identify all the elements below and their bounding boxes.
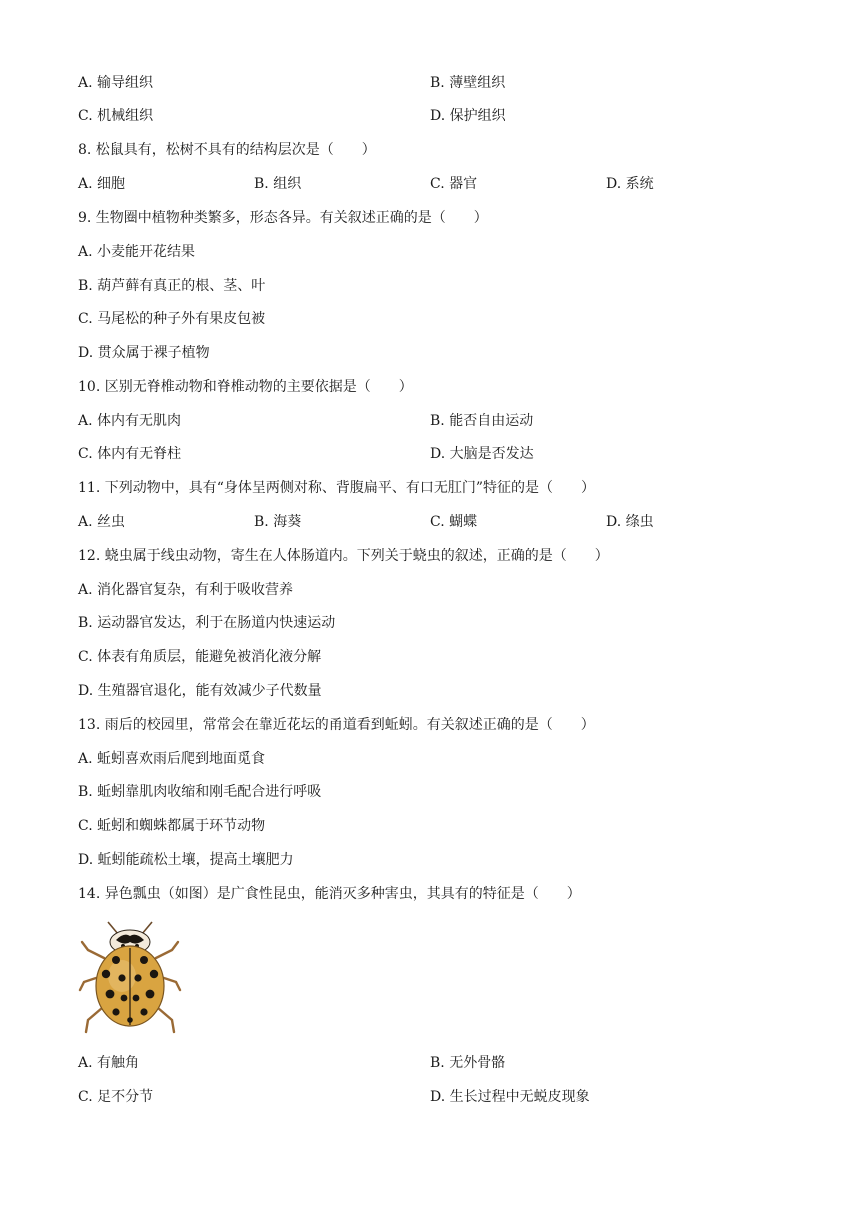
q8-option-d: D. 系统 — [606, 176, 654, 192]
q9-option-a: A. 小麦能开花结果 — [78, 244, 196, 260]
q11-stem: 11. 下列动物中，具有“身体呈两侧对称、背腹扁平、有口无肛门”特征的是（ ） — [78, 480, 596, 496]
ladybird-figure — [76, 912, 184, 1044]
q8-option-a: A. 细胞 — [78, 176, 126, 192]
q9-option-c: C. 马尾松的种子外有果皮包被 — [78, 311, 266, 327]
q9-option-b: B. 葫芦藓有真正的根、茎、叶 — [78, 278, 266, 294]
q14-option-b: B. 无外骨骼 — [430, 1055, 506, 1071]
q10-option-a: A. 体内有无肌肉 — [78, 413, 182, 429]
right-antenna — [142, 922, 152, 934]
q8-option-b: B. 组织 — [254, 176, 302, 192]
q10-stem: 10. 区别无脊椎动物和脊椎动物的主要依据是（ ） — [78, 379, 413, 395]
q8-option-c: C. 器官 — [430, 176, 478, 192]
q11-option-c: C. 蝴蝶 — [430, 514, 478, 530]
q9-stem: 9. 生物圈中植物种类繁多，形态各异。有关叙述正确的是（ ） — [78, 210, 488, 226]
q13-option-c: C. 蚯蚓和蜘蛛都属于环节动物 — [78, 818, 266, 834]
q13-option-d: D. 蚯蚓能疏松土壤，提高土壤肥力 — [78, 852, 294, 868]
q7-option-d: D. 保护组织 — [430, 108, 506, 124]
q14-option-c: C. 足不分节 — [78, 1089, 154, 1105]
q7-option-c: C. 机械组织 — [78, 108, 154, 124]
ladybird-illustration — [76, 912, 184, 1044]
q12-option-b: B. 运动器官发达，利于在肠道内快速运动 — [78, 615, 336, 631]
q13-stem: 13. 雨后的校园里，常常会在靠近花坛的甬道看到蚯蚓。有关叙述正确的是（ ） — [78, 717, 595, 733]
q12-option-c: C. 体表有角质层，能避免被消化液分解 — [78, 649, 322, 665]
left-antenna — [108, 922, 118, 934]
q13-option-b: B. 蚯蚓靠肌肉收缩和刚毛配合进行呼吸 — [78, 784, 322, 800]
q10-option-d: D. 大脑是否发达 — [430, 446, 534, 462]
q11-option-b: B. 海葵 — [254, 514, 302, 530]
q12-stem: 12. 蛲虫属于线虫动物，寄生在人体肠道内。下列关于蛲虫的叙述，正确的是（ ） — [78, 548, 609, 564]
q10-option-c: C. 体内有无脊柱 — [78, 446, 182, 462]
q7-option-b: B. 薄壁组织 — [430, 75, 506, 91]
q14-option-d: D. 生长过程中无蜕皮现象 — [430, 1089, 590, 1105]
q9-option-d: D. 贯众属于裸子植物 — [78, 345, 210, 361]
q11-option-d: D. 绦虫 — [606, 514, 654, 530]
q8-stem: 8. 松鼠具有，松树不具有的结构层次是（ ） — [78, 142, 376, 158]
q12-option-a: A. 消化器官复杂，有利于吸收营养 — [78, 582, 294, 598]
q14-stem: 14. 异色瓢虫（如图）是广食性昆虫，能消灭多种害虫，其具有的特征是（ ） — [78, 886, 581, 902]
q11-option-a: A. 丝虫 — [78, 514, 126, 530]
q14-option-a: A. 有触角 — [78, 1055, 140, 1071]
q13-option-a: A. 蚯蚓喜欢雨后爬到地面觅食 — [78, 751, 266, 767]
q12-option-d: D. 生殖器官退化，能有效减少子代数量 — [78, 683, 322, 699]
q10-option-b: B. 能否自由运动 — [430, 413, 534, 429]
q7-option-a: A. 输导组织 — [78, 75, 154, 91]
